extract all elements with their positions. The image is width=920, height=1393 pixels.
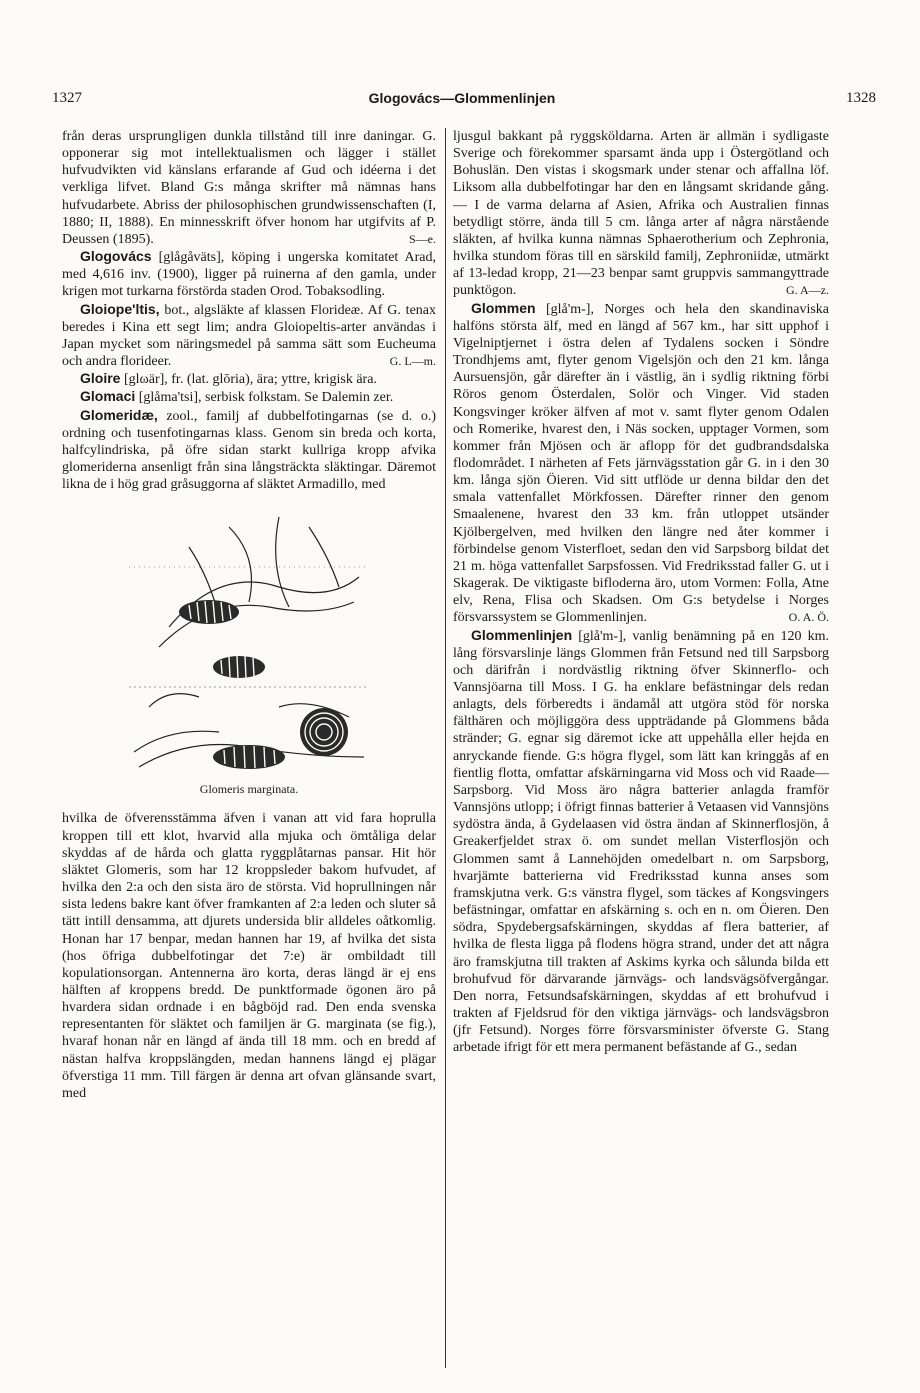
page-number-right: 1328 bbox=[846, 90, 876, 106]
entry-text: [glå'm-], vanlig benämning på en 120 km. lång försvarslinje längs Glommen från Fetsund ned till Sarpsborg och därifrån i nordvästlig riktning öfver Skinnerflo- och Vannsjöarna till Moss. I G. ha enklare befästningar dels redan anlagts, dels förberedts i ändamål att utgöra stöd för norska fälthären och möjliggöra dess uppträdande på Glommens båda stränder; G. egnar sig däremot icke att uppehålla eller hejda en anryckande fiende. G:s högra flygel, som lätt kan kringgås af en fientlig flotta, omfattar afskärningarna vid Moss och vid Raade—Sarpsborg. Vid Moss äro några batterier anlagda framför Vannsjöns utlopp; i öfrigt finnas batterier å Vetaasen vid Vannsjöns sydöstra ända, å Gydelaasen vid östra ändan af Skinnerflosjön, å Greakerfjeldet strax ö. om sundet mellan Visterflosjön och Glommen samt å Lannehöjden omedelbart n. om Sarpsborg, hvarjämte batterierna vid Fredriksstad kunna anses som framskjutna verk. G:s vänstra flygel, som täckes af Kongsvingers befästningar, omfattar en afskärning s. och en n. om Öieren. Den södra, Spydebergsafskärningen, skyddas af flera batterier, af hvilka de flesta ligga på flodens högra strand, under det att några äro framskjutna till trakten af Askims kyrka och sålunda bilda ett brohufvud för därvarande järnvägs- och landsvägsöfvergångar. Den norra, Fetsundsafskärningen, skyddas af ett brohufvud i trakten af Fjeldsrud för den viktiga järnvägs- och landsvägsbron (jfr Fetsund). Norges förre försvarsminister öfverste G. Stang arbetade ifrigt för ett mera permanent befästande af G., sedan bbox=[453, 628, 829, 1056]
entry-headword: Gloire bbox=[80, 370, 121, 387]
entry-text: zool., familj af dubbelfotingarnas (se d. o.) ordning och tusenfotingarnas klass. Genom sin breda och korta, halfcylindriska, på öfre sidan starkt kullriga kropp afvika glomeriderna ansenligt från sina långsträckta släktingar. Däremot likna de i hög grad gråsuggorna af släktet Armadillo, med bbox=[62, 408, 436, 493]
right-column bbox=[453, 128, 829, 1056]
figure-caption: Glomeris marginata. bbox=[199, 782, 299, 797]
entry-glomeridae bbox=[62, 407, 436, 494]
paragraph-after-figure: hvilka de öfverensstämma äfven i vanan att vid fara hoprulla kroppen till ett klot, hvarvid alla mjuka och ömtåliga delar skyddas af de hårda och glatta ryggplåtarnas pansar. Hit hör släktet Glomeris, som har 12 kroppsleder bakom hufvudet, af hvilka den 2:a och den sista äro de största. Vid hoprullningen når sista ledens bakre kant öfver framkanten af 2:a leden och sluter så tätt intill densamma, att djurets undersida blir alldeles oåtkomlig. Honan har 17 benpar, medan hannen har 19, af hvilka det sista (hos öfriga dubbelfotingar det 7:e) är ombildadt till kopulationsorgan. Antennerna äro korta, deras längd är ej ens hälften af kroppens bredd. De punktformade ögonen äro på hvardera sidan ordnade i en bågböjd rad. Den enda svenska representanten för släktet och familjen är G. marginata (se fig.), hvaraf honan når en längd af ända till 18 mm. och en bredd af nästan halfva kroppslängden, medan hannens längd ej plägar öfverstiga 11 mm. Till färgen är denna art ofvan glänsande svart, med bbox=[62, 811, 436, 1101]
entry-headword: Glommen bbox=[471, 299, 536, 316]
paragraph-continued bbox=[62, 128, 436, 248]
paragraph-text: från deras ursprungligen dunkla tillstånd till inre daningar. G. opponerar sig mot intellektualismen och lägger i stället hufvudvikten vid känslans erfarande af Gud och idéerna i det verkliga lifvet. Bland G:s många skrifter må nämnas hans hufvudarbete. Abriss der philosophischen grundwissenschaften (I, 1880; II, 1888). En minnesskrift öfver honom har utgifvits af P. Deussen (1895). bbox=[62, 129, 436, 247]
entry-glogovacs bbox=[62, 248, 436, 300]
entry-text: [glåma'tsi], serbisk folkstam. Se Dalemin zer. bbox=[138, 390, 394, 406]
entry-text: bot., algsläkte af klassen Florideæ. Af G. tenax beredes i Kina ett segt lim; andra Gloiopeltis-arter användas i Japan mycket som näringsmedel på samma sätt som Eucheuma och andra florideer. bbox=[62, 302, 436, 370]
millipede-illustration bbox=[129, 507, 369, 775]
author-signature: S—e. bbox=[409, 231, 436, 246]
entry-headword: Glommenlinjen bbox=[471, 626, 573, 643]
column-divider bbox=[445, 128, 446, 1368]
entry-text: [glωär], fr. (lat. glōria), ära; yttre, krigisk ära. bbox=[123, 372, 377, 388]
entry-gloiopeltis bbox=[62, 301, 436, 371]
entry-headword: Glomaci bbox=[80, 388, 136, 405]
page-number-left: 1327 bbox=[52, 90, 82, 106]
author-signature: G. A—z. bbox=[786, 283, 829, 298]
entry-text: [glågåväts], köping i ungerska komitatet Arad, med 4,616 inv. (1900), ligger på ruinerna af den gamla, under krigen mot turkarna förstörda staden Orod. Tobaksodling. bbox=[62, 250, 436, 300]
entry-gloire bbox=[62, 370, 436, 388]
entry-headword: Gloiope'ltis, bbox=[80, 300, 160, 317]
left-column bbox=[62, 128, 436, 1102]
author-signature: O. A. Ö. bbox=[788, 610, 829, 625]
entry-headword: Glogovács bbox=[80, 248, 152, 265]
paragraph-continued bbox=[453, 128, 829, 300]
entry-headword: Glomeridæ, bbox=[80, 406, 158, 423]
entry-glommen bbox=[453, 300, 829, 627]
entry-text: [glå'm-], Norges och hela den skandinaviska halföns största älf, med en längd af 567 km., har sitt upphof i Vigelniptjernet i östra delen af Tydalens socken i Söndre Trondhjems amt, flyter genom Vigelsjön och den 21 km. långa Aursuensjön, går därefter än i västlig, än i sydlig riktning förbi Röros genom Österdalen, Solör och Vinger. Vid staden Kongsvinger kröker älfven af mot v. samt flyter genom Odalen och Romerike, hvarest den, i Näs socken, upptager Vormen, som kommer från Mjösen och är aflopp för det gudbrandsdalska flodområdet. I närheten af Fets järnvägsstation går G. in i den 30 km. långa sjön Öieren. Vid sitt utflöde ur denna bildar den det smala vattenfallet Mörkfossen. Därefter rinner den genom Smaalenene, hvarest den 33 km. från utloppet utsänder Kjölbergelven, med hvilken den längre ned åter kommer i förbindelse genom Visterfloet, sedan den vid Sarpsborg bildat det 21 m. höga vattenfallet Sarpsfossen. Vid Fredriksstad faller G. ut i Skagerak. De viktigaste bifloderna äro, utom Vormen: Folla, Atne elv, Rena, Flisa och Skadsen. Om G:s betydelse i Norges försvarssystem se Glommenlinjen. bbox=[453, 301, 830, 626]
paragraph-text: ljusgul bakkant på ryggsköldarna. Arten är allmän i sydligaste Sverige och förekommer sparsamt ända upp i Östergötland och Bohuslän. Den vistas i skogsmark under stenar och affallna löf. Liksom alla dubbelfotingar har den en långsamt skridande gång. — I de varma delarna af Asien, Afrika och Australien finnas betydligt större, ända till 5 cm. långa arter af några närstående släkten, af hvilka kunna nämnas Sphaerotherium och Zephronia, hvilka stundom föras till en särskild familj, Zephroniidæ, utmärkt af 13-ledad kropp, 21—23 benpar samt gruppvis sammangyttrade punktögon. bbox=[453, 129, 829, 299]
page-header bbox=[48, 90, 876, 114]
entry-glomaci bbox=[62, 388, 436, 406]
author-signature: G. L—m. bbox=[389, 354, 436, 369]
entry-glommenlinjen bbox=[453, 627, 829, 1057]
figure-glomeris bbox=[62, 507, 436, 798]
running-title: Glogovács—Glommenlinjen bbox=[368, 90, 556, 106]
